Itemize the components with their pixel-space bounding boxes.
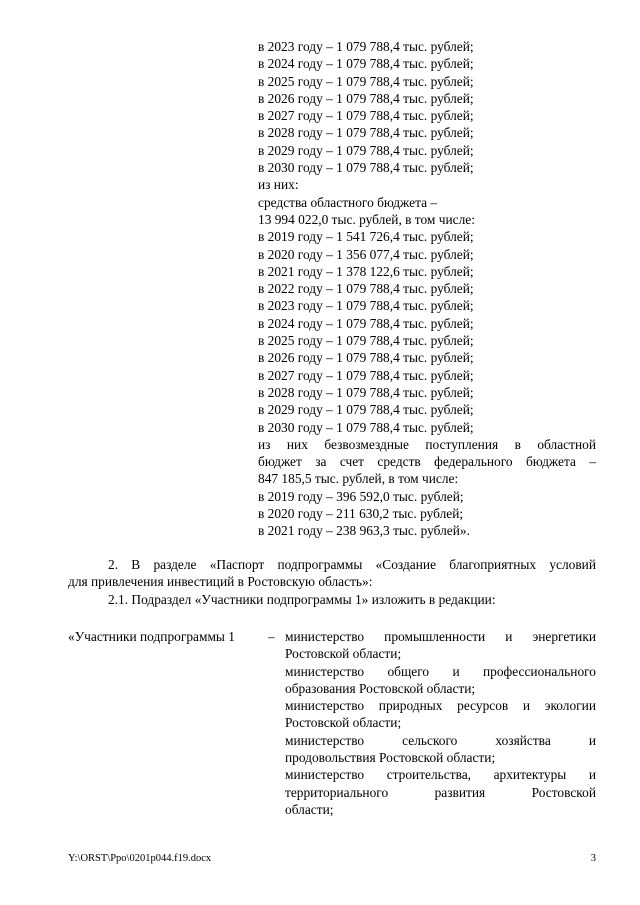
section-2-1-line: 2.1. Подраздел «Участники подпрограммы 1» изложить в редакции: [108, 591, 496, 607]
funding-line: в 2030 году – 1 079 788,4 тыс. рублей; [258, 419, 474, 435]
participant-line: министерство строительства, архитектуры и [285, 767, 596, 783]
funding-line: в 2021 году – 238 963,3 тыс. рублей». [258, 523, 470, 539]
participant-line: министерство промышленности и энергетики [285, 629, 596, 644]
participant-item [285, 697, 596, 732]
participant-line: Ростовской области; [285, 715, 402, 731]
funding-line: в 2021 году – 1 378 122,6 тыс. рублей; [258, 263, 474, 279]
participants-dash: – [268, 629, 275, 644]
funding-line: в 2028 году – 1 079 788,4 тыс. рублей; [258, 384, 474, 400]
funding-line: в 2027 году – 1 079 788,4 тыс. рублей; [258, 367, 474, 383]
funding-line: из них: [258, 177, 299, 193]
funding-line: в 2019 году – 1 541 726,4 тыс. рублей; [258, 229, 474, 245]
funding-line: в 2029 году – 1 079 788,4 тыс. рублей; [258, 402, 474, 418]
funding-line: в 2023 году – 1 079 788,4 тыс. рублей; [258, 39, 474, 54]
funding-line: в 2023 году – 1 079 788,4 тыс. рублей; [258, 298, 474, 314]
participant-line: Ростовской области; [285, 646, 402, 662]
section-2-paragraph [68, 556, 596, 608]
funding-line: в 2025 году – 1 079 788,4 тыс. рублей; [258, 333, 474, 349]
funding-line: 13 994 022,0 тыс. рублей, в том числе: [258, 211, 475, 227]
participant-line: министерство общего и профессионального [285, 663, 596, 679]
funding-line: в 2030 году – 1 079 788,4 тыс. рублей; [258, 160, 474, 176]
funding-line: в 2026 году – 1 079 788,4 тыс. рублей; [258, 90, 474, 106]
participant-item [285, 732, 596, 767]
funding-line: бюджет за счет средств федерального бюджета – [258, 454, 596, 470]
participant-item [285, 628, 596, 663]
funding-line: в 2024 году – 1 079 788,4 тыс. рублей; [258, 56, 474, 72]
funding-line: 847 185,5 тыс. рублей, в том числе: [258, 471, 459, 487]
section-2-line: для привлечения инвестиций в Ростовскую область»: [68, 574, 373, 590]
participant-line: образования Ростовской области; [285, 680, 476, 696]
participant-item [285, 663, 596, 698]
funding-line: в 2020 году – 211 630,2 тыс. рублей; [258, 506, 464, 522]
funding-line: средства областного бюджета – [258, 194, 438, 210]
participant-line: министерство природных ресурсов и экологии [285, 698, 596, 714]
participant-item [285, 766, 596, 818]
funding-line: в 2022 году – 1 079 788,4 тыс. рублей; [258, 281, 474, 297]
funding-list [258, 38, 596, 540]
funding-line: в 2020 году – 1 356 077,4 тыс. рублей; [258, 246, 474, 262]
participant-line: области; [285, 801, 334, 817]
funding-line: в 2028 году – 1 079 788,4 тыс. рублей; [258, 125, 474, 141]
section-2-line: 2. В разделе «Паспорт подпрограммы «Создание благоприятных условий [108, 557, 596, 572]
page-number: 3 [590, 853, 596, 864]
funding-line: в 2026 году – 1 079 788,4 тыс. рублей; [258, 350, 474, 366]
funding-line: в 2024 году – 1 079 788,4 тыс. рублей; [258, 315, 474, 331]
participants-list [285, 628, 596, 818]
file-path: Y:\ORST\Ppo\0201p044.f19.docx [68, 853, 212, 864]
participant-line: министерство сельского хозяйства и [285, 732, 596, 748]
funding-line: из них безвозмездные поступления в областной [258, 436, 596, 452]
participants-label: «Участники подпрограммы 1 [68, 629, 235, 644]
participant-line: продовольствия Ростовской области; [285, 750, 496, 766]
funding-line: в 2029 году – 1 079 788,4 тыс. рублей; [258, 142, 474, 158]
funding-line: в 2025 году – 1 079 788,4 тыс. рублей; [258, 73, 474, 89]
participant-line: территориального развития Ростовской [285, 784, 596, 800]
funding-line: в 2019 году – 396 592,0 тыс. рублей; [258, 488, 464, 504]
funding-line: в 2027 году – 1 079 788,4 тыс. рублей; [258, 108, 474, 124]
